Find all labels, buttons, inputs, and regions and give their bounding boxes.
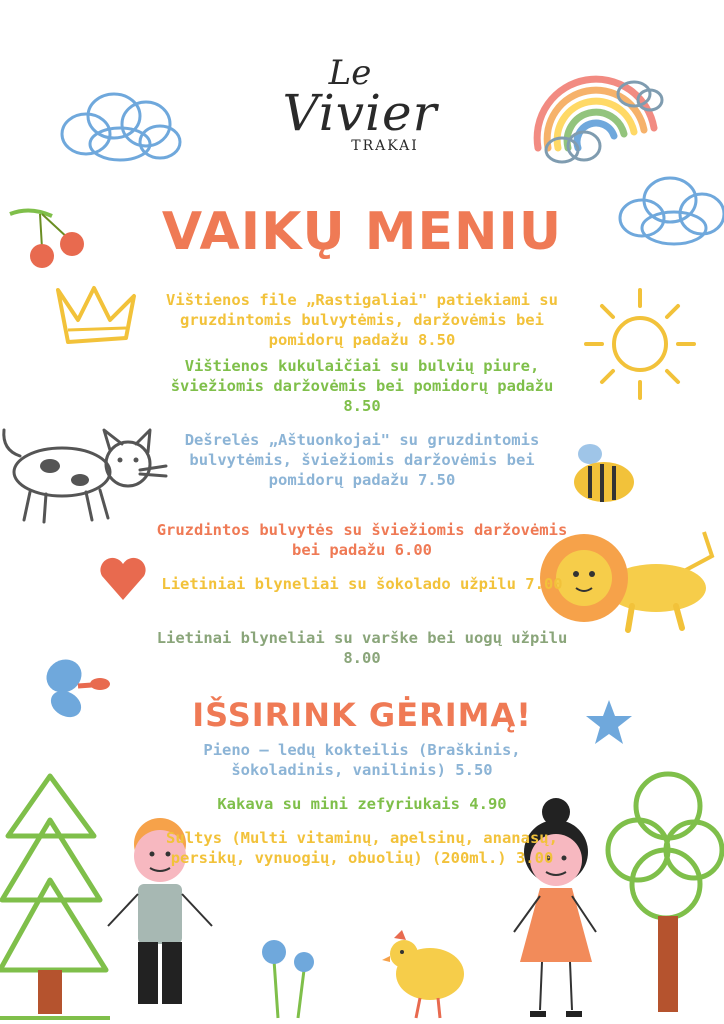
cat-icon [0, 420, 170, 530]
tree-icon [0, 770, 110, 1024]
brand-line-3: TRAKAI [351, 138, 419, 154]
brand-logo [260, 53, 460, 154]
menu-item: Dešrelės „Aštuonkojai" su gruzdintomis bulvytėmis, šviežiomis daržovėmis bei pomidorų padažu 7.50 [184, 431, 540, 489]
sun-icon [580, 284, 700, 404]
hen-icon [378, 924, 474, 1020]
brand-line-1: Le [328, 53, 372, 93]
drink-item: Sultys (Multi vitaminų, apelsinų, ananasų, persikų, vynuogių, obuolių) (200ml.) 3.00 [166, 829, 558, 867]
crown-icon [52, 282, 142, 352]
menu-item: Gruzdintos bulvytės su šviežiomis daržovėmis bei padažu 6.00 [156, 521, 568, 559]
menu-title: VAIKŲ MENIU [161, 202, 563, 262]
flower-icon [254, 930, 324, 1024]
menu-item: Vištienos file „Rastigaliai" patiekiami su gruzdintomis bulvytėmis, daržovėmis bei pomidorų padažu 8.50 [166, 291, 558, 349]
menu-item: Lietiniai blyneliai su šokolado užpilu 7.00 [161, 575, 563, 593]
rainbow-icon [526, 28, 666, 168]
cloud-icon [56, 86, 186, 166]
heart-icon [98, 556, 148, 602]
drink-item: Kakava su mini zefyriukais 4.90 [217, 795, 507, 813]
tree-icon [604, 766, 724, 1024]
bee-icon [568, 438, 638, 508]
menu-item: Vištienos kukulaičiai su bulvių piure, šviežiomis daržovėmis bei pomidorų padažu 8.50 [170, 357, 554, 415]
drinks-title: IŠSIRINK GĖRIMĄ! [192, 696, 532, 734]
drink-item: Pieno – ledų kokteilis (Braškinis, šokoladinis, vanilinis) 5.50 [203, 741, 521, 779]
menu-item: Lietinai blyneliai su varške bei uogų užpilu 8.00 [156, 629, 568, 667]
brand-line-2: Vivier [282, 84, 438, 142]
